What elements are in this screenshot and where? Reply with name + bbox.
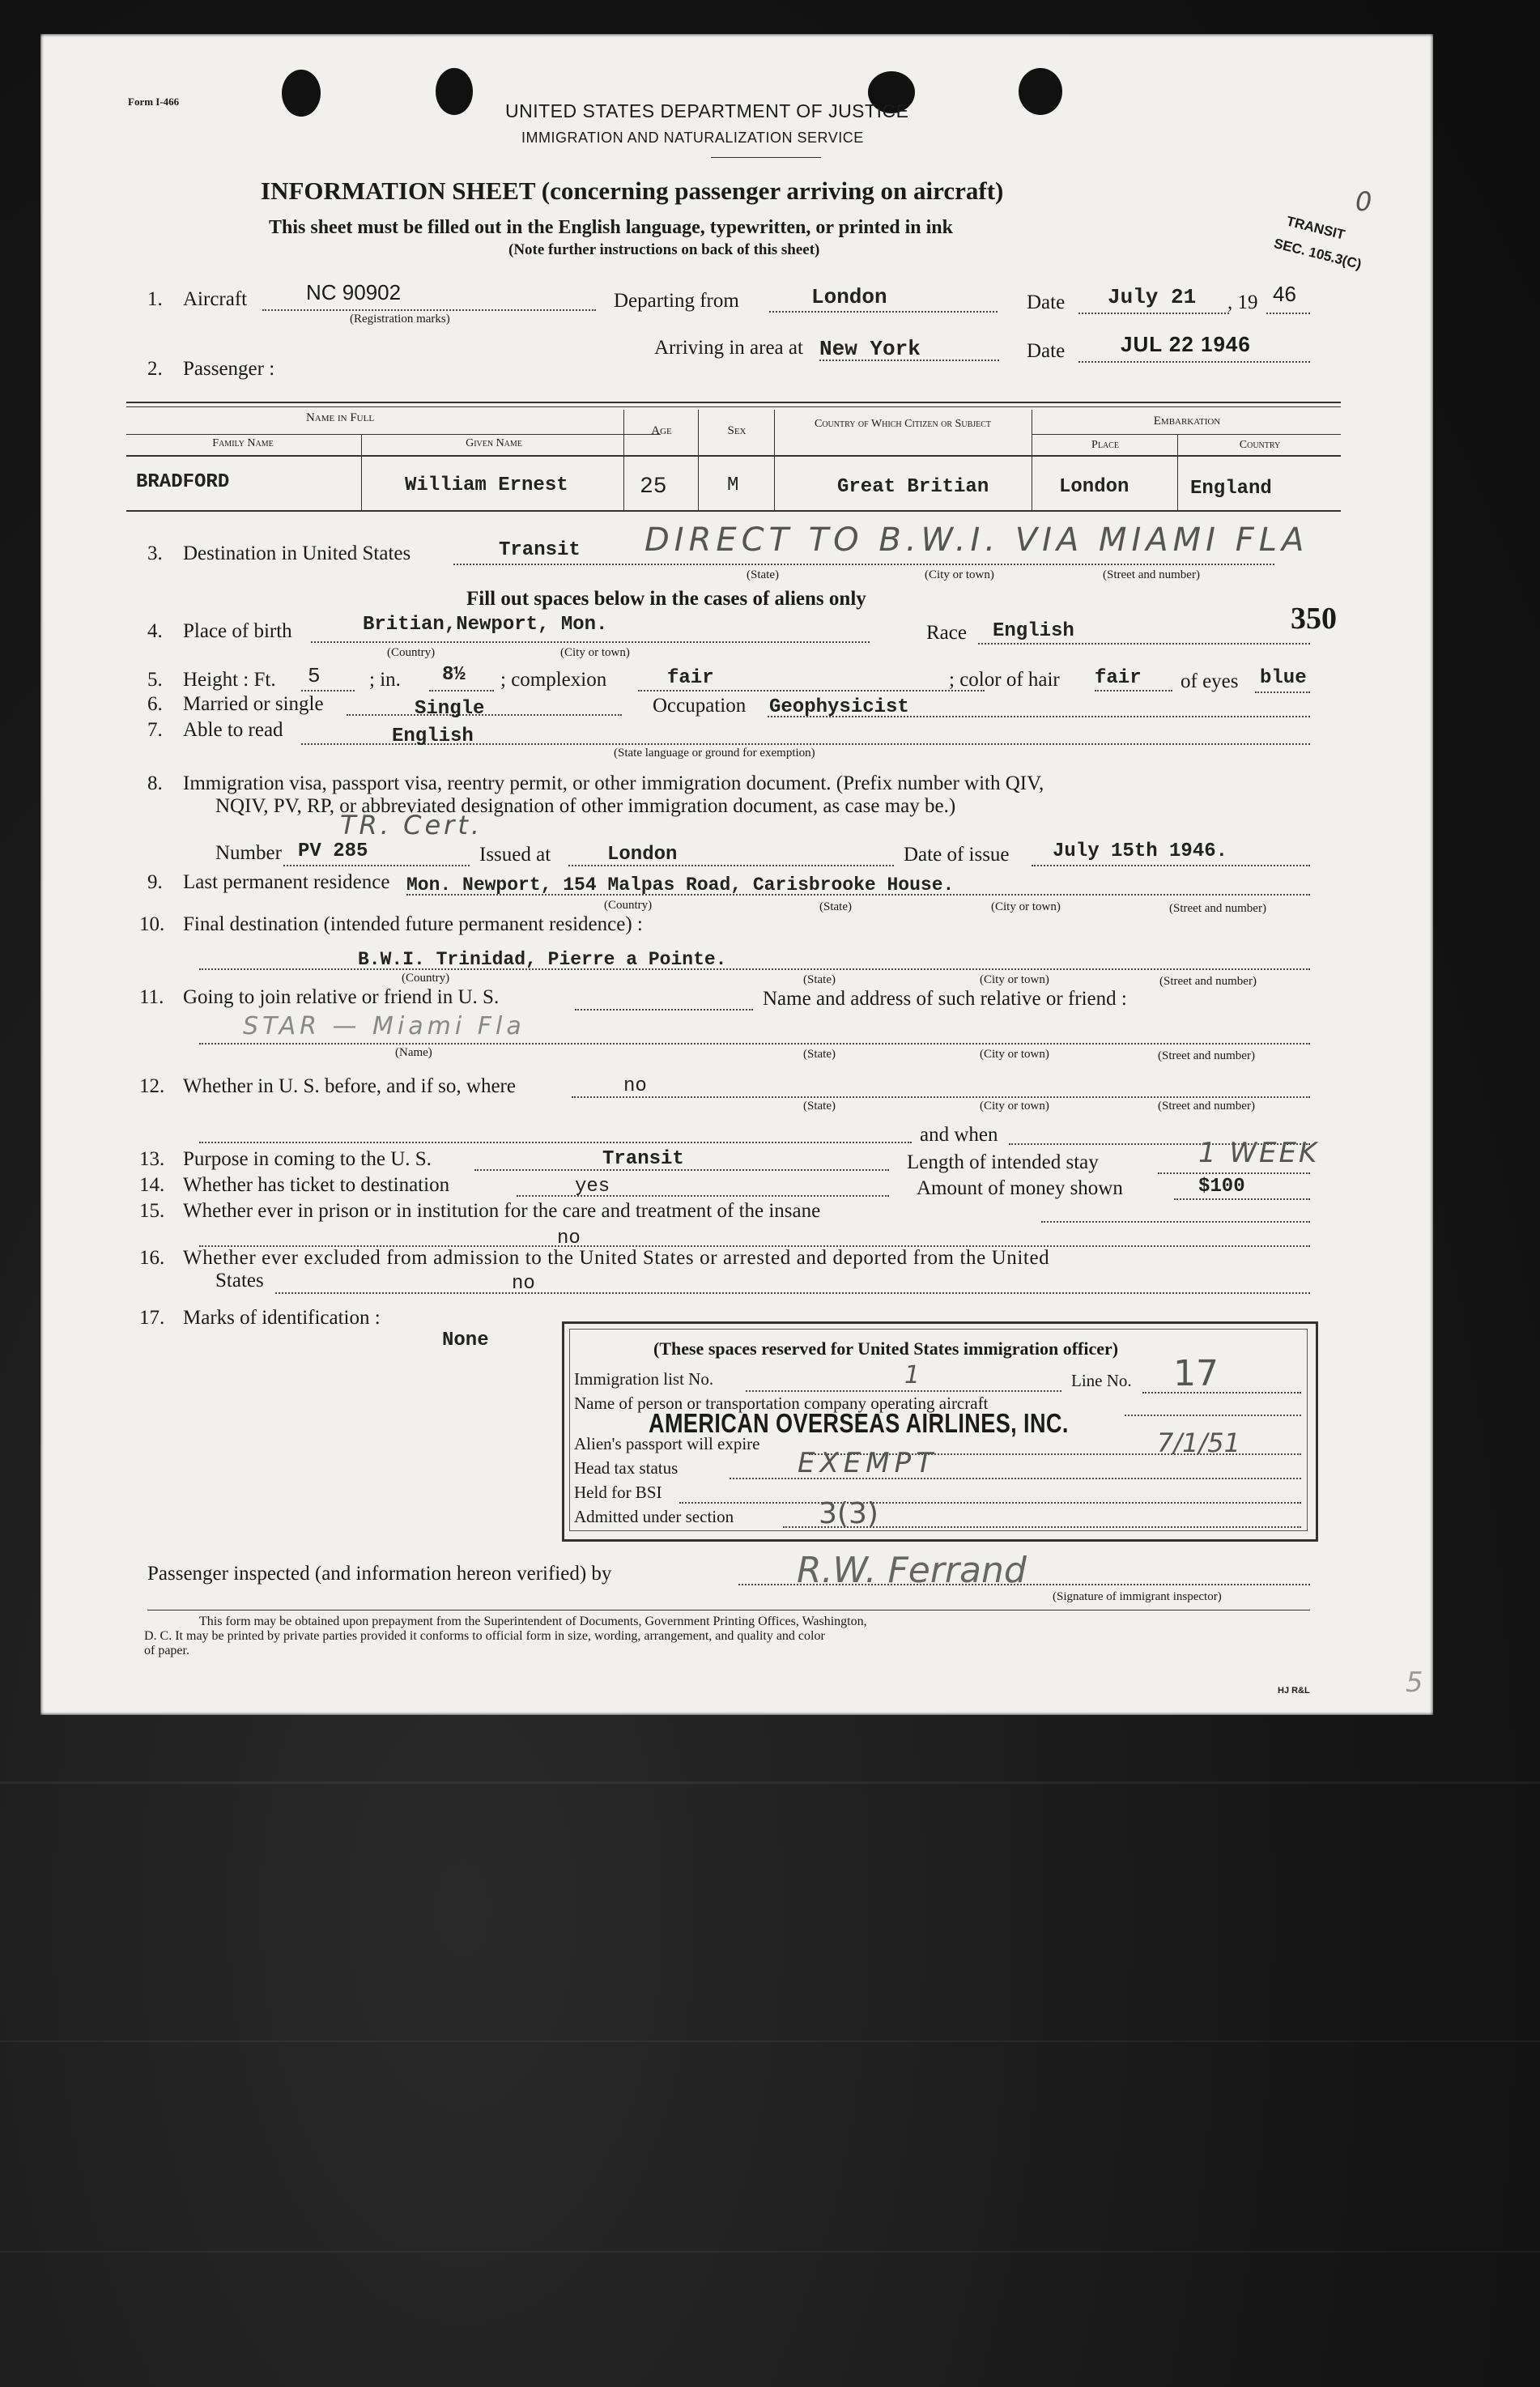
destination-label: Destination in United States bbox=[183, 542, 411, 564]
issued-value: London bbox=[607, 844, 678, 866]
printer-mark: HJ R&L bbox=[1278, 1686, 1310, 1696]
read-value: English bbox=[392, 725, 474, 747]
marks-label: Marks of identification : bbox=[183, 1307, 381, 1329]
registration-caption: (Registration marks) bbox=[350, 313, 450, 326]
item-number: 2. bbox=[147, 358, 163, 380]
item-number: 17. bbox=[139, 1307, 165, 1329]
issued-label: Issued at bbox=[479, 844, 551, 866]
read-caption: (State language or ground for exemption) bbox=[614, 747, 815, 760]
place-header: Place bbox=[1091, 439, 1119, 451]
hair-value: fair bbox=[1095, 667, 1142, 689]
caption-state: (State) bbox=[819, 900, 852, 913]
caption-state: (State) bbox=[803, 973, 836, 986]
in-label: ; in. bbox=[369, 669, 401, 691]
number-label: Number bbox=[215, 842, 282, 864]
officer-box bbox=[562, 1321, 1318, 1542]
complexion-value: fair bbox=[667, 667, 714, 689]
item-number: 14. bbox=[139, 1174, 165, 1196]
arriving-value: New York bbox=[819, 337, 921, 361]
sex-header: Sex bbox=[727, 424, 747, 437]
prison-value: no bbox=[557, 1228, 581, 1249]
prison-label: Whether ever in prison or in institution for the care and treatment of the insane bbox=[183, 1200, 821, 1222]
caption-city: (City or town) bbox=[925, 568, 994, 581]
race-label: Race bbox=[926, 622, 967, 644]
final-destination-value: B.W.I. Trinidad, Pierre a Pointe. bbox=[358, 949, 727, 970]
citizen-value: Great Britian bbox=[837, 476, 989, 498]
item-number: 15. bbox=[139, 1200, 165, 1222]
caption-street: (Street and number) bbox=[1103, 568, 1200, 581]
excluded-line-2: States bbox=[215, 1270, 264, 1291]
issue-date-label: Date of issue bbox=[904, 844, 1010, 866]
before-label: Whether in U. S. before, and if so, where bbox=[183, 1075, 516, 1097]
race-value: English bbox=[993, 620, 1074, 642]
join-name-label: Name and address of such relative or friend : bbox=[763, 988, 1127, 1010]
caption-street: (Street and number) bbox=[1159, 975, 1257, 988]
item-number: 8. bbox=[147, 772, 163, 794]
section-value: 3(3) bbox=[819, 1497, 878, 1530]
visa-handwritten: TR. Cert. bbox=[340, 810, 483, 840]
name-in-full-header: Name in Full bbox=[305, 411, 375, 424]
item-number: 10. bbox=[139, 913, 165, 935]
excluded-line-1: Whether ever excluded from admission to the United States or arrested and deported from the United bbox=[183, 1247, 1050, 1269]
and-when-label: and when bbox=[920, 1124, 998, 1146]
passport-value: 7/1/51 bbox=[1157, 1428, 1240, 1458]
country-value: England bbox=[1190, 478, 1272, 500]
caption-state: (State) bbox=[803, 1048, 836, 1061]
read-label: Able to read bbox=[183, 719, 283, 741]
departing-label: Departing from bbox=[614, 290, 739, 312]
date-label: Date bbox=[1027, 291, 1066, 313]
punch-hole bbox=[1019, 68, 1062, 115]
number-value: PV 285 bbox=[298, 840, 368, 862]
signature-caption: (Signature of immigrant inspector) bbox=[1053, 1590, 1222, 1603]
department-name: UNITED STATES DEPARTMENT OF JUSTICE bbox=[505, 100, 909, 121]
ticket-label: Whether has ticket to destination bbox=[183, 1174, 450, 1196]
item-number: 9. bbox=[147, 871, 163, 893]
caption-street: (Street and number) bbox=[1158, 1100, 1255, 1113]
transit-stamp-2: SEC. 105.3(C) bbox=[1272, 235, 1363, 273]
place-value: London bbox=[1059, 476, 1129, 498]
item-number: 16. bbox=[139, 1247, 165, 1269]
complexion-label: ; complexion bbox=[500, 669, 607, 691]
visa-line-1: Immigration visa, passport visa, reentry permit, or other immigration document. (Prefix number with QIV, bbox=[183, 772, 1044, 794]
caption-city: (City or town) bbox=[980, 1048, 1049, 1061]
transit-stamp-1: TRANSIT bbox=[1284, 213, 1346, 243]
caption-country: (Country) bbox=[604, 899, 653, 912]
destination-value: Transit bbox=[499, 539, 581, 561]
item-number: 12. bbox=[139, 1075, 165, 1097]
item-number: 1. bbox=[147, 288, 163, 310]
sheet-title: INFORMATION SHEET (concerning passenger arriving on aircraft) bbox=[261, 177, 1004, 205]
departing-value: London bbox=[811, 285, 887, 309]
passenger-label: Passenger : bbox=[183, 358, 275, 380]
caption-city: (City or town) bbox=[980, 1100, 1049, 1113]
fine-print-3: of paper. bbox=[144, 1644, 189, 1657]
section-label: Admitted under section bbox=[574, 1507, 734, 1526]
fine-print-1: This form may be obtained upon prepayment from the Superintendent of Documents, Government Printing Offices, Washington, bbox=[199, 1615, 867, 1628]
caption-city: (City or town) bbox=[991, 900, 1061, 913]
visa-line-2: NQIV, PV, RP, or abbreviated designation of other immigration document, as case may be.) bbox=[215, 795, 956, 817]
fine-print-2: D. C. It may be printed by private parties provided it conforms to official form in size, wording, arrangement, and quality and color bbox=[144, 1629, 825, 1643]
purpose-value: Transit bbox=[602, 1148, 684, 1170]
aliens-heading: Fill out spaces below in the cases of aliens only bbox=[466, 588, 866, 610]
line-value: 17 bbox=[1173, 1353, 1219, 1394]
given-name-value: William Ernest bbox=[405, 474, 568, 496]
sheet-note: (Note further instructions on back of this sheet) bbox=[508, 241, 820, 258]
final-destination-label: Final destination (intended future permanent residence) : bbox=[183, 913, 643, 935]
caption-state: (State) bbox=[747, 568, 779, 581]
caption-street: (Street and number) bbox=[1158, 1049, 1255, 1062]
tax-label: Head tax status bbox=[574, 1458, 679, 1478]
ticket-value: yes bbox=[575, 1176, 610, 1198]
form-number: Form I-466 bbox=[128, 96, 180, 108]
eyes-value: blue bbox=[1260, 667, 1307, 689]
country-citizen-header: Country of Which Citizen or Subject bbox=[814, 418, 992, 430]
item-number: 3. bbox=[147, 542, 163, 564]
hair-label: ; color of hair bbox=[949, 669, 1060, 691]
height-ft-value: 5 bbox=[308, 664, 321, 688]
service-name: IMMIGRATION AND NATURALIZATION SERVICE bbox=[521, 130, 864, 146]
arrival-date-stamp: JUL 22 1946 bbox=[1121, 332, 1251, 356]
list-value: 1 bbox=[904, 1361, 921, 1389]
punch-hole bbox=[436, 68, 473, 115]
family-name-header: Family Name bbox=[212, 437, 274, 449]
height-label: Height : Ft. bbox=[183, 669, 276, 691]
caption-city: (City or town) bbox=[560, 646, 630, 659]
caption-country: (Country) bbox=[387, 646, 436, 659]
residence-value: Mon. Newport, 154 Malpas Road, Carisbrooke House. bbox=[406, 874, 955, 896]
caption-state: (State) bbox=[803, 1100, 836, 1113]
birth-value: Britian,Newport, Mon. bbox=[363, 614, 608, 636]
age-value: 25 bbox=[640, 474, 667, 500]
birth-label: Place of birth bbox=[183, 620, 292, 642]
side-number: 350 bbox=[1291, 602, 1337, 636]
stay-label: Length of intended stay bbox=[907, 1151, 1099, 1173]
list-label: Immigration list No. bbox=[574, 1369, 714, 1389]
money-label: Amount of money shown bbox=[917, 1177, 1123, 1199]
item-number: 13. bbox=[139, 1148, 165, 1170]
caption-city: (City or town) bbox=[980, 973, 1049, 986]
bsi-label: Held for BSI bbox=[574, 1483, 662, 1502]
occupation-value: Geophysicist bbox=[769, 696, 909, 718]
aircraft-value: NC 90902 bbox=[306, 280, 402, 304]
tax-value: EXEMPT bbox=[798, 1447, 938, 1479]
item-number: 4. bbox=[147, 620, 163, 642]
inspected-label: Passenger inspected (and information hereon verified) by bbox=[147, 1563, 612, 1585]
year-value: 46 bbox=[1273, 282, 1296, 306]
age-header: Age bbox=[651, 424, 672, 437]
inspector-signature: R.W. Ferrand bbox=[797, 1550, 1027, 1591]
caption-country: (Country) bbox=[402, 972, 450, 985]
before-value: no bbox=[623, 1075, 647, 1097]
join-label: Going to join relative or friend in U. S. bbox=[183, 986, 500, 1008]
money-value: $100 bbox=[1198, 1176, 1245, 1198]
information-sheet bbox=[40, 34, 1433, 1715]
item-number: 7. bbox=[147, 719, 163, 741]
date-value: July 21 bbox=[1108, 285, 1197, 309]
item-number: 5. bbox=[147, 669, 163, 691]
company-value: AMERICAN OVERSEAS AIRLINES, INC. bbox=[649, 1408, 1069, 1438]
embarkation-header: Embarkation bbox=[1153, 415, 1221, 428]
height-in-value: 8½ bbox=[442, 664, 466, 686]
corner-mark: 0 bbox=[1355, 186, 1372, 217]
aircraft-label: Aircraft bbox=[183, 288, 248, 310]
date2-label: Date bbox=[1027, 340, 1066, 362]
given-name-header: Given Name bbox=[466, 437, 522, 449]
purpose-label: Purpose in coming to the U. S. bbox=[183, 1148, 432, 1170]
item-number: 11. bbox=[139, 986, 164, 1008]
join-handwritten: STAR — Miami Fla bbox=[243, 1012, 525, 1040]
page-mark: 5 bbox=[1406, 1666, 1423, 1699]
issue-date-value: July 15th 1946. bbox=[1053, 840, 1228, 862]
sex-value: M bbox=[727, 474, 739, 496]
punch-hole bbox=[282, 70, 321, 117]
item-number: 6. bbox=[147, 693, 163, 715]
residence-label: Last permanent residence bbox=[183, 871, 390, 893]
married-label: Married or single bbox=[183, 693, 324, 715]
line-label: Line No. bbox=[1071, 1371, 1132, 1390]
marks-value: None bbox=[442, 1330, 489, 1351]
occupation-label: Occupation bbox=[653, 695, 747, 717]
family-name-value: BRADFORD bbox=[136, 471, 230, 493]
married-value: Single bbox=[415, 698, 485, 720]
country2-header: Country bbox=[1239, 439, 1281, 451]
officer-box-heading: (These spaces reserved for United States immigration officer) bbox=[653, 1338, 1119, 1359]
excluded-value: no bbox=[512, 1273, 535, 1295]
passport-label: Alien's passport will expire bbox=[574, 1434, 760, 1453]
company-label: Name of person or transportation company operating aircraft bbox=[574, 1393, 989, 1413]
arriving-label: Arriving in area at bbox=[654, 337, 803, 359]
stay-value: 1 WEEK bbox=[1198, 1137, 1320, 1169]
destination-handwritten: DIRECT TO B.W.I. VIA MIAMI FLA bbox=[645, 521, 1309, 559]
eyes-label: of eyes bbox=[1181, 670, 1239, 692]
caption-name: (Name) bbox=[395, 1046, 432, 1059]
sheet-instruction: This sheet must be filled out in the English language, typewritten, or printed in ink bbox=[269, 217, 953, 238]
year-prefix: , 19 bbox=[1227, 291, 1258, 313]
caption-street: (Street and number) bbox=[1169, 902, 1266, 915]
